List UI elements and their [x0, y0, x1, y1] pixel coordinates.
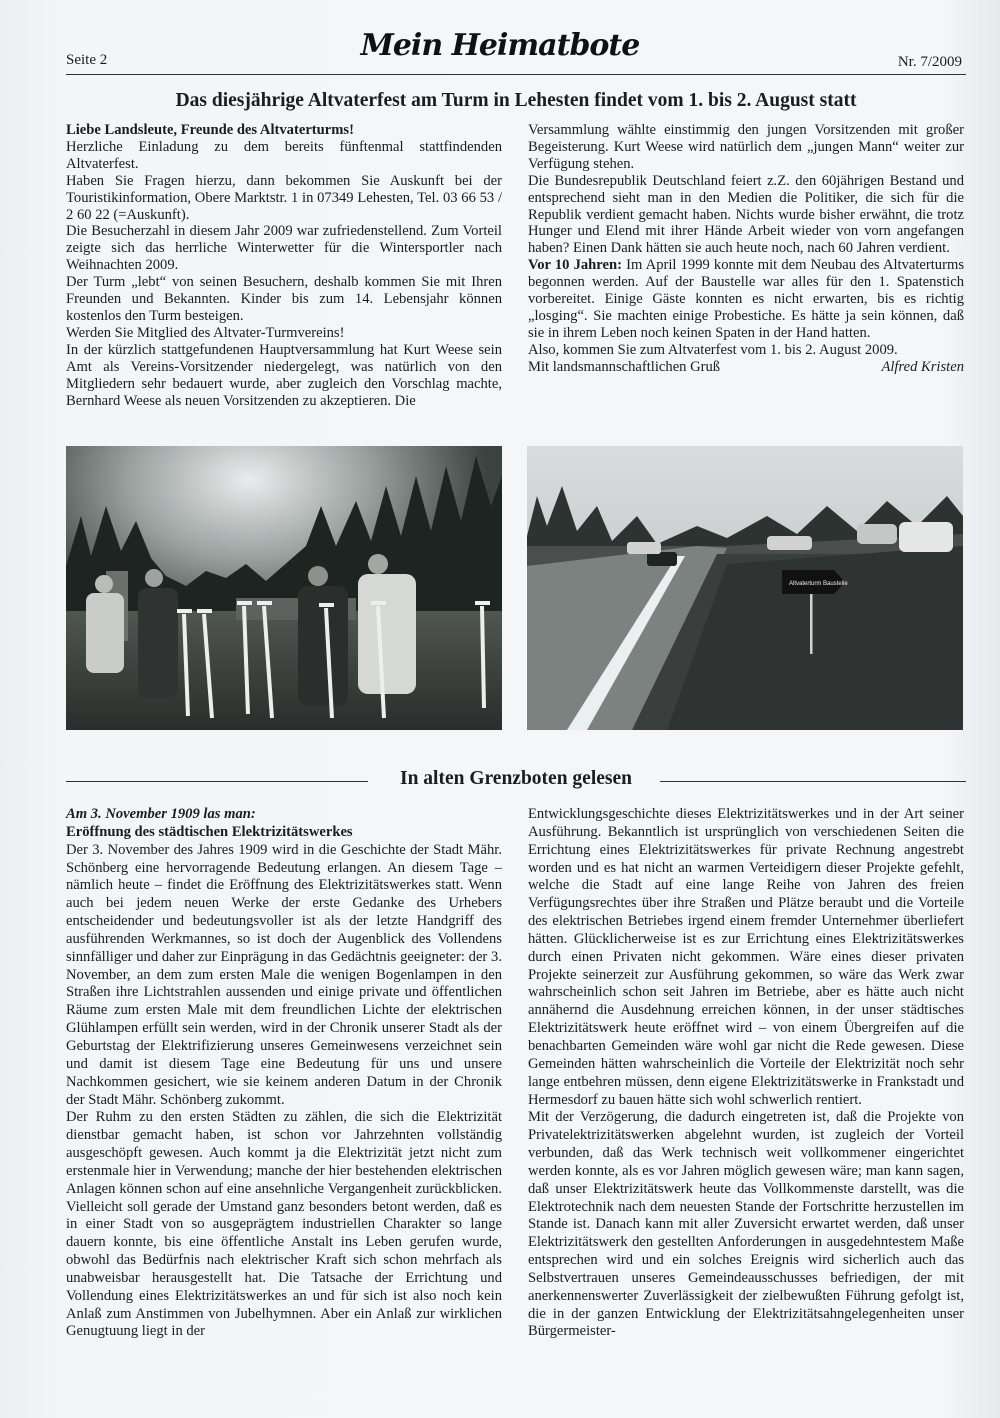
paragraph: Versammlung wählte einstimmig den jungen Vorsitzenden mit großer Begeisterung. Kurt Weese wird natürlich dem „jungen Mann“ weiter zur Verfügung stehen.	[528, 122, 964, 172]
paragraph: In der kürzlich stattgefundenen Hauptversammlung hat Kurt Weese sein Amt als Vereins-Vorsitzender niedergelegt, was natürlich von den Mitgliedern sehr bedauert wurde, aber zugleich den Vorschlag machte, Bernhard Weese als neuen Vorsitzenden zu akzeptieren. Die	[66, 341, 502, 409]
ten-years-label: Vor 10 Jahren:	[528, 257, 622, 274]
author-name: Alfred Kristen	[881, 358, 964, 375]
photo-road-parking-image	[527, 446, 963, 730]
paragraph: Der Ruhm zu den ersten Städten zu zählen, die sich die Elektrizität dienstbar gemacht haben, ist schon vor Jahrzehnten vollständig ausgeschöpft gewesen. Auch kommt ja die Elektrizität jetzt nicht zum erstenmale hier in Verwendung; manche der hier bestehenden elektrischen Anlagen können schon auf eine ansehnliche Vergangenheit zurückblicken. Vielleicht soll gerade der Umstand ganz besonders betont werden, daß es in einer Stadt von so ausgeprägtem industriellen Charakter so lange dauern konnte, bis eine öffentliche Anstalt ins Leben gerufen wurde, obwohl das Bedürfnis nach elektrischer Kraft sich schon mehrfach als unabweisbar herausgestellt hat. Die Tatsache der Errichtung und Vollendung eines Elektrizitätswerkes an und für sich ist also noch kein Anlaß zum Anstimmen von Jubelhymnen. Aber ein Anlaß zur wirklichen Genugtuung liegt in der	[66, 1109, 502, 1340]
regards: Mit landsmannschaftlichen Gruß	[528, 358, 721, 375]
header-rule	[66, 74, 966, 75]
signature-line	[528, 359, 964, 376]
article-headline: Das diesjährige Altvaterfest am Turm in Lehesten findet vom 1. bis 2. August statt	[175, 90, 857, 111]
page-number: Seite 2	[66, 52, 108, 68]
article-subtitle: Eröffnung des städtischen Elektrizitätswerkes	[66, 823, 353, 840]
paragraph-ten-years	[528, 257, 964, 342]
paragraph: Die Besucherzahl in diesem Jahr 2009 war zufriedenstellend. Zum Vorteil zeigte sich das herrliche Winterwetter für die Wintersportler nach Weihnachten 2009.	[66, 223, 502, 274]
paragraph: Haben Sie Fragen hierzu, dann bekommen Sie Auskunft bei der Touristikinformation, Obere Marktstr. 1 in 07349 Lehesten, Tel. 03 66 53 / 2 60 22 (=Auskunft).	[66, 172, 502, 223]
paragraph: Herzliche Einladung zu dem bereits fünftenmal stattfindenden Altvaterfest.	[66, 138, 502, 172]
photo-groundbreaking	[66, 446, 502, 730]
road-sign-text: Altvaterturm Baustelle	[789, 581, 848, 587]
greeting: Liebe Landsleute, Freunde des Altvaterturms!	[66, 122, 354, 138]
section-header	[66, 768, 966, 794]
paragraph: Mit der Verzögerung, die dadurch eingetreten ist, daß die Projekte von Privatelektrizitätswerken abgelehnt wurden, ist zugleich der Vorteil verbunden, daß das Werk technisch weit vollkommener eingerichtet werden konnte, als es vor Jahren möglich gewesen wäre; man kann sagen, daß unser Elektrizitätswerk heute das Vollkommenste darstellt, was die Elektrotechnik nach dem neuesten Stande der Fortschritte herzustellen im Stande ist. Danach kann mit aller Zuversicht erwartet werden, daß unser Elektrizitätswerk den gestellten Anforderungen in ausgedehntestem Maße entsprechen wird und ein solches Ereignis wird sicherlich auch das Selbstvertrauen unseres Gemeindeausschusses befriedigen, der mit anerkennenswerter Zuverlässigkeit der zielbewußten Führung gefolgt ist, die in der ganzen Entwicklung der Elektrizitätsahngelegenheiten unser Bürgermeister-	[528, 1109, 964, 1340]
paragraph: Die Bundesrepublik Deutschland feiert z.Z. den 60jährigen Bestand und entsprechend sieht man in den Medien die Politiker, die sich für die Republik verdient gemacht haben. Nichts wurde bisher erwähnt, die trotz Hunger und Elend mit ihrer Hände Arbeit wieder von vorn angefangen haben? Einen Dank hätten sie auch heute noch, nach 60 Jahren verdient.	[528, 172, 964, 257]
paragraph: Der 3. November des Jahres 1909 wird in die Geschichte der Stadt Mähr. Schönberg eine hervorragende Bedeutung erlangen. An diesem Tage – nämlich heute – findet die Eröffnung des Elektrizitätswerkes statt. Wenn auch bei jedem neuen Werke der erste Gedanke des Urhebers entscheidender und bedeutungsvoller ist als der letzte Handgriff des ausführenden Werkmannes, so ist doch der Augenblick des Vollendens sinnfälliger und daher zur Einprägung in das Gedächtnis geeigneter: der 3. November, an dem zum ersten Male die wenigen Bogenlampen in den Straßen ihre Lichtstrahlen aussenden und einige private und öffentlichen Räume zum ersten Male mit dem freundlichen Lichte der elektrischen Glühlampen erfüllt sein werden, wird in der Chronik unserer Stadt als der Geburtstag der Elektrifizierung unseres Gemeinwesens verzeichnet sein und damit ist diesem Tage eine Bedeutung für uns und unsere Nachkommen gesichert, wie sie keinem anderen Datum in der Chronik der Stadt Mähr. Schönberg zukommt.	[66, 841, 502, 1108]
paragraph: Der Turm „lebt“ von seinen Besuchern, deshalb kommen Sie mit Ihren Freunden und Bekannten. Kinder bis zum 14. Lebensjahr können kostenlos den Turm besteigen.	[66, 274, 502, 324]
issue-number: Nr. 7/2009	[897, 54, 962, 70]
article1-left-column	[66, 122, 502, 409]
article-kicker: Am 3. November 1909 las man:	[66, 806, 256, 822]
section-rule-right	[660, 781, 966, 782]
article2-right-column	[528, 806, 964, 1341]
paragraph: Entwicklungsgeschichte dieses Elektrizitätswerkes und in der Art seiner Ausführung. Bekanntlich ist ursprünglich von verschiedenen Seiten die Errichtung eines Elektrizitätswerkes für private Rechnung angestrebt worden und es hat nicht an warmen Verteidigern dieser Projekte gefehlt, welche die Stadt auf eine lange Reihe von Jahren des freien Verfügungsrechtes über ihre Straßen und Plätze beraubt und die Vorteile des elektrischen Betriebes irgend einem fremder Unternehmer überliefert hätten. Glücklicherweise ist es zur Errichtung eines Elektrizitätswerkes durch einen Privaten nicht gekommen. Wäre eines dieser privaten Projekte seinerzeit zur Ausführung gekommen, so wäre das Werk zwar wahrscheinlich schon seit Jahren im Betriebe, aber es hätte auch nicht annähernd die Ausdehnung erreichen können, in der unser städtisches Elektrizitätswerk heute eröffnet wird – von einem Übergreifen auf die benachbarten Gemeinden wäre wohl gar nicht die Rede gewesen. Diese Gemeinden hätten wahrscheinlich die Vorteile der Elektrizität noch sehr lange entbehren müssen, denn eigene Elektrizitätswerke in Frankstadt und Hermesdorf zu bauen hätte sich wohl schwerlich rentiert.	[528, 806, 964, 1108]
article2-left-column	[66, 806, 502, 1341]
photo-road-parking	[527, 446, 963, 730]
ten-years-text: Im April 1999 konnte mit dem Neubau des Altvaterturms begonnen werden. Auf der Baustelle war alles für den 1. Spatenstich vorbereitet. Einige Gäste konnten es nicht erwarten, bis es richtig „losging“. Sie machten einige Probestiche. Es hätte ja sein können, daß sie in ihrem Leben noch keinen Spaten in der Hand hatten.	[528, 257, 964, 341]
article1-right-column	[528, 122, 964, 376]
photo-groundbreaking-image	[66, 446, 502, 730]
section-title: In alten Grenzboten gelesen	[399, 768, 632, 789]
masthead-logo: Mein Heimatbote	[360, 28, 640, 63]
paragraph: Werden Sie Mitglied des Altvater-Turmvereins!	[66, 324, 345, 341]
closing-line: Also, kommen Sie zum Altvaterfest vom 1. bis 2. August 2009.	[528, 341, 898, 358]
